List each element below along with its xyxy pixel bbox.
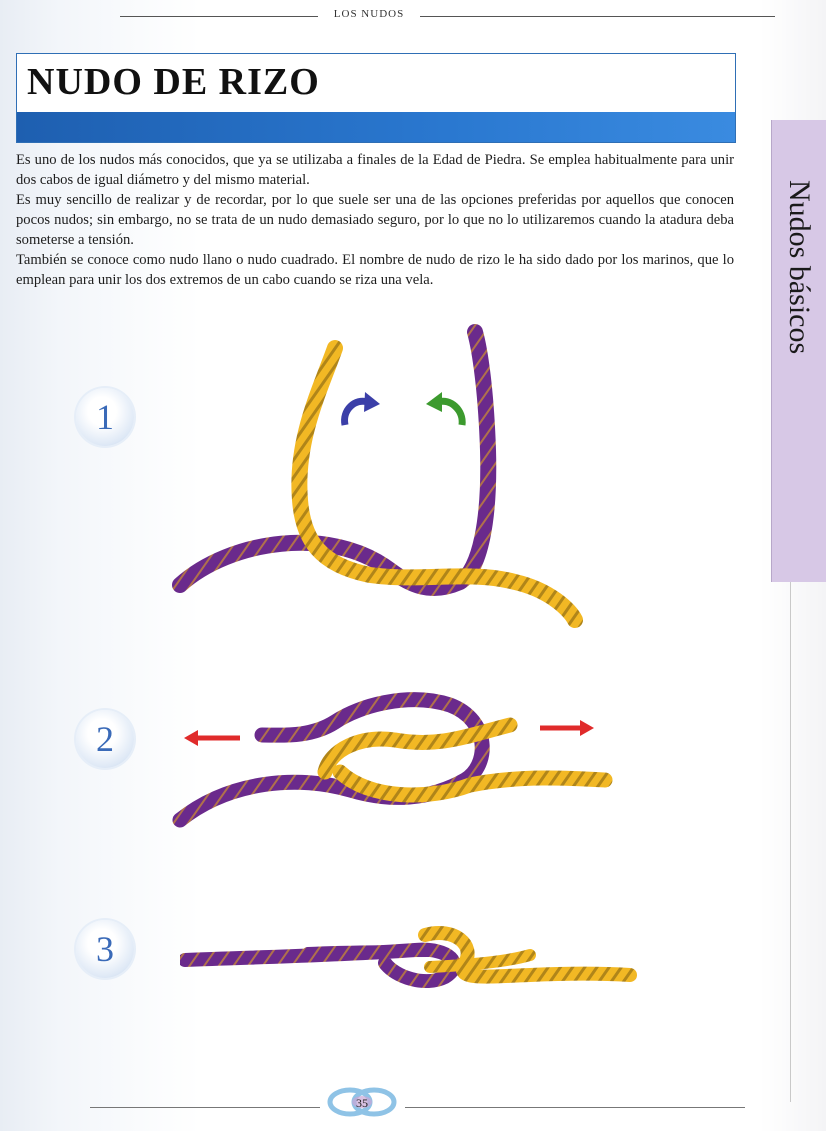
page-title: NUDO DE RIZO bbox=[27, 61, 320, 103]
section-side-tab bbox=[771, 120, 826, 582]
intro-text bbox=[16, 150, 734, 290]
footer-rule-left bbox=[90, 1107, 320, 1108]
step-1-knot-illustration bbox=[170, 320, 600, 640]
step-number-1: 1 bbox=[76, 388, 134, 446]
title-box bbox=[16, 53, 736, 143]
running-header bbox=[0, 8, 826, 24]
step-number-3: 3 bbox=[76, 920, 134, 978]
header-rule-left bbox=[120, 16, 318, 17]
side-rule bbox=[790, 582, 791, 1102]
intro-paragraph-2: Es muy sencillo de realizar y de recordar, por lo que suele ser una de las opciones preferidas por aquellos que conocen pocos nudos; sin embargo, no se trata de un nudo demasiado seguro, por lo que no lo utilizaremos cuando la atadura deba someterse a tensión. bbox=[16, 192, 734, 248]
page-number: 35 bbox=[356, 1096, 368, 1110]
intro-paragraph-1: Es uno de los nudos más conocidos, que ya se utilizaba a finales de la Edad de Piedra. Se emplea habitualmente para unir dos cabos de igual diámetro y del mismo material. bbox=[16, 152, 734, 188]
running-header-label: LOS NUDOS bbox=[333, 8, 405, 20]
intro-paragraph-3: También se conoce como nudo llano o nudo cuadrado. El nombre de nudo de rizo le ha sido dado por los marinos, que lo emplean para unir los dos extremos de un cabo cuando se riza una vela. bbox=[16, 252, 734, 288]
yellow-rope bbox=[299, 348, 575, 620]
step-number-2: 2 bbox=[76, 710, 134, 768]
title-color-bar bbox=[17, 112, 735, 142]
footer-rule-right bbox=[405, 1107, 745, 1108]
step-3-knot-illustration bbox=[180, 915, 640, 1005]
step-2-knot-illustration bbox=[170, 680, 620, 840]
purple-rope-tail bbox=[308, 951, 430, 953]
section-side-tab-label: Nudos básicos bbox=[783, 180, 816, 355]
yellow-rope bbox=[325, 725, 605, 795]
page-footer bbox=[0, 1094, 826, 1124]
header-rule-right bbox=[420, 16, 775, 17]
